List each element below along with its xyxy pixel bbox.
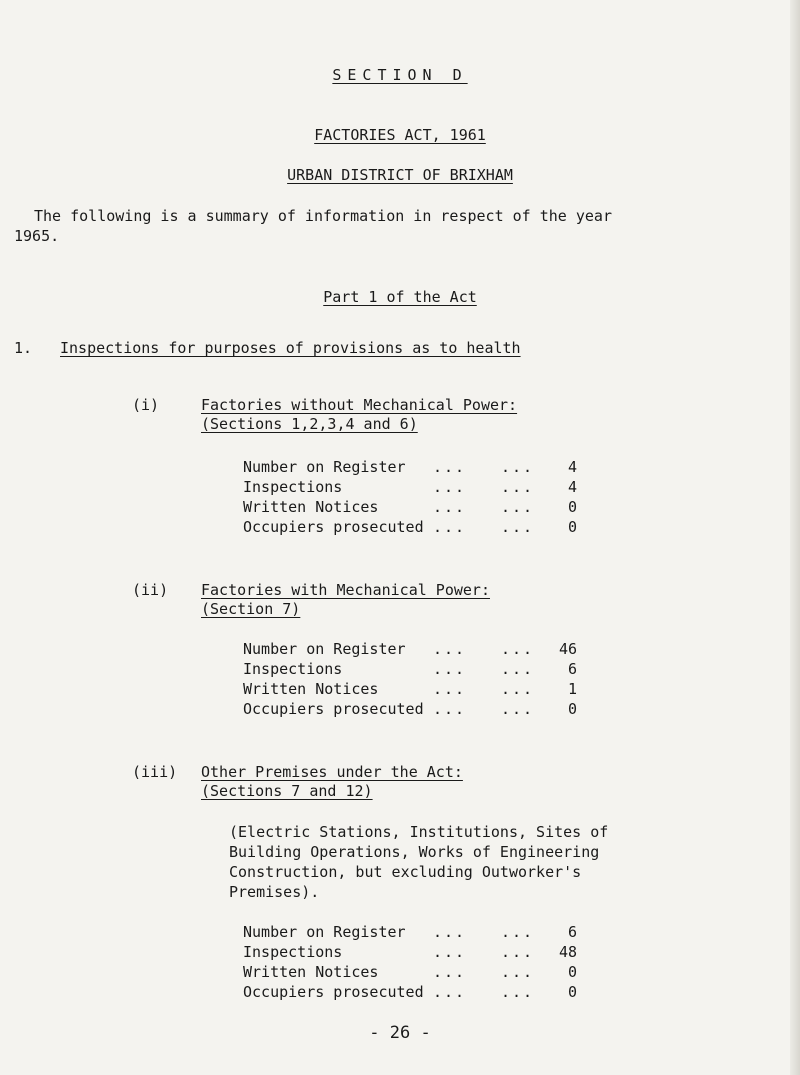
row-value: 6 [567,660,577,678]
description-line: (Electric Stations, Institutions, Sites of [229,823,609,841]
description-line: Building Operations, Works of Engineering [229,843,600,861]
row-label: Inspections [243,943,343,961]
row-value: 0 [567,518,577,536]
row-label: Number on Register [243,458,406,476]
row-label: Written Notices [243,680,379,698]
leader-dots: ... [501,983,535,1001]
leader-dots: ... [433,700,467,718]
leader-dots: ... [501,458,535,476]
row-value: 0 [567,700,577,718]
section-title: SECTION D [332,66,468,84]
subsection-sections: (Sections 7 and 12) [201,782,373,800]
leader-dots: ... [433,923,467,941]
leader-dots: ... [501,963,535,981]
leader-dots: ... [501,680,535,698]
row-label: Number on Register [243,923,406,941]
leader-dots: ... [501,478,535,496]
page-number: - 26 - [369,1023,431,1043]
row-value: 46 [558,640,577,658]
leader-dots: ... [433,640,467,658]
row-label: Inspections [243,478,343,496]
leader-dots: ... [433,458,467,476]
row-value: 1 [567,680,577,698]
description-line: Construction, but excluding Outworker's [229,863,582,881]
act-title: FACTORIES ACT, 1961 [314,126,486,144]
subsection-title: Factories without Mechanical Power: [201,396,518,414]
row-value: 4 [567,458,577,476]
heading-text: Inspections for purposes of provisions as to health [60,339,521,357]
leader-dots: ... [501,700,535,718]
description-line: Premises). [229,883,320,901]
leader-dots: ... [501,498,535,516]
row-value: 4 [567,478,577,496]
leader-dots: ... [433,518,467,536]
leader-dots: ... [501,923,535,941]
leader-dots: ... [433,943,467,961]
subsection-numeral: (i) [132,396,160,414]
row-label: Number on Register [243,640,406,658]
part-title: Part 1 of the Act [323,288,477,306]
row-value: 0 [567,983,577,1001]
intro-line-2: 1965. [14,227,60,245]
district-title: URBAN DISTRICT OF BRIXHAM [287,166,513,184]
leader-dots: ... [433,660,467,678]
subsection-sections: (Section 7) [201,600,301,618]
leader-dots: ... [433,963,467,981]
leader-dots: ... [501,660,535,678]
leader-dots: ... [433,680,467,698]
leader-dots: ... [501,518,535,536]
row-label: Occupiers prosecuted [243,518,424,536]
subsection-numeral: (iii) [132,763,178,781]
subsection-sections: (Sections 1,2,3,4 and 6) [201,415,418,433]
leader-dots: ... [433,983,467,1001]
row-label: Inspections [243,660,343,678]
heading-number: 1. [14,339,33,357]
leader-dots: ... [433,478,467,496]
intro-line-1: The following is a summary of information in respect of the year [34,207,612,225]
row-label: Written Notices [243,498,379,516]
row-value: 0 [567,963,577,981]
leader-dots: ... [501,640,535,658]
subsection-title: Other Premises under the Act: [201,763,463,781]
subsection-title: Factories with Mechanical Power: [201,581,490,599]
row-value: 6 [567,923,577,941]
row-label: Written Notices [243,963,379,981]
page-edge-shadow [790,0,800,1075]
row-value: 48 [558,943,577,961]
subsection-numeral: (ii) [132,581,169,599]
row-label: Occupiers prosecuted [243,700,424,718]
leader-dots: ... [433,498,467,516]
row-label: Occupiers prosecuted [243,983,424,1001]
leader-dots: ... [501,943,535,961]
row-value: 0 [567,498,577,516]
